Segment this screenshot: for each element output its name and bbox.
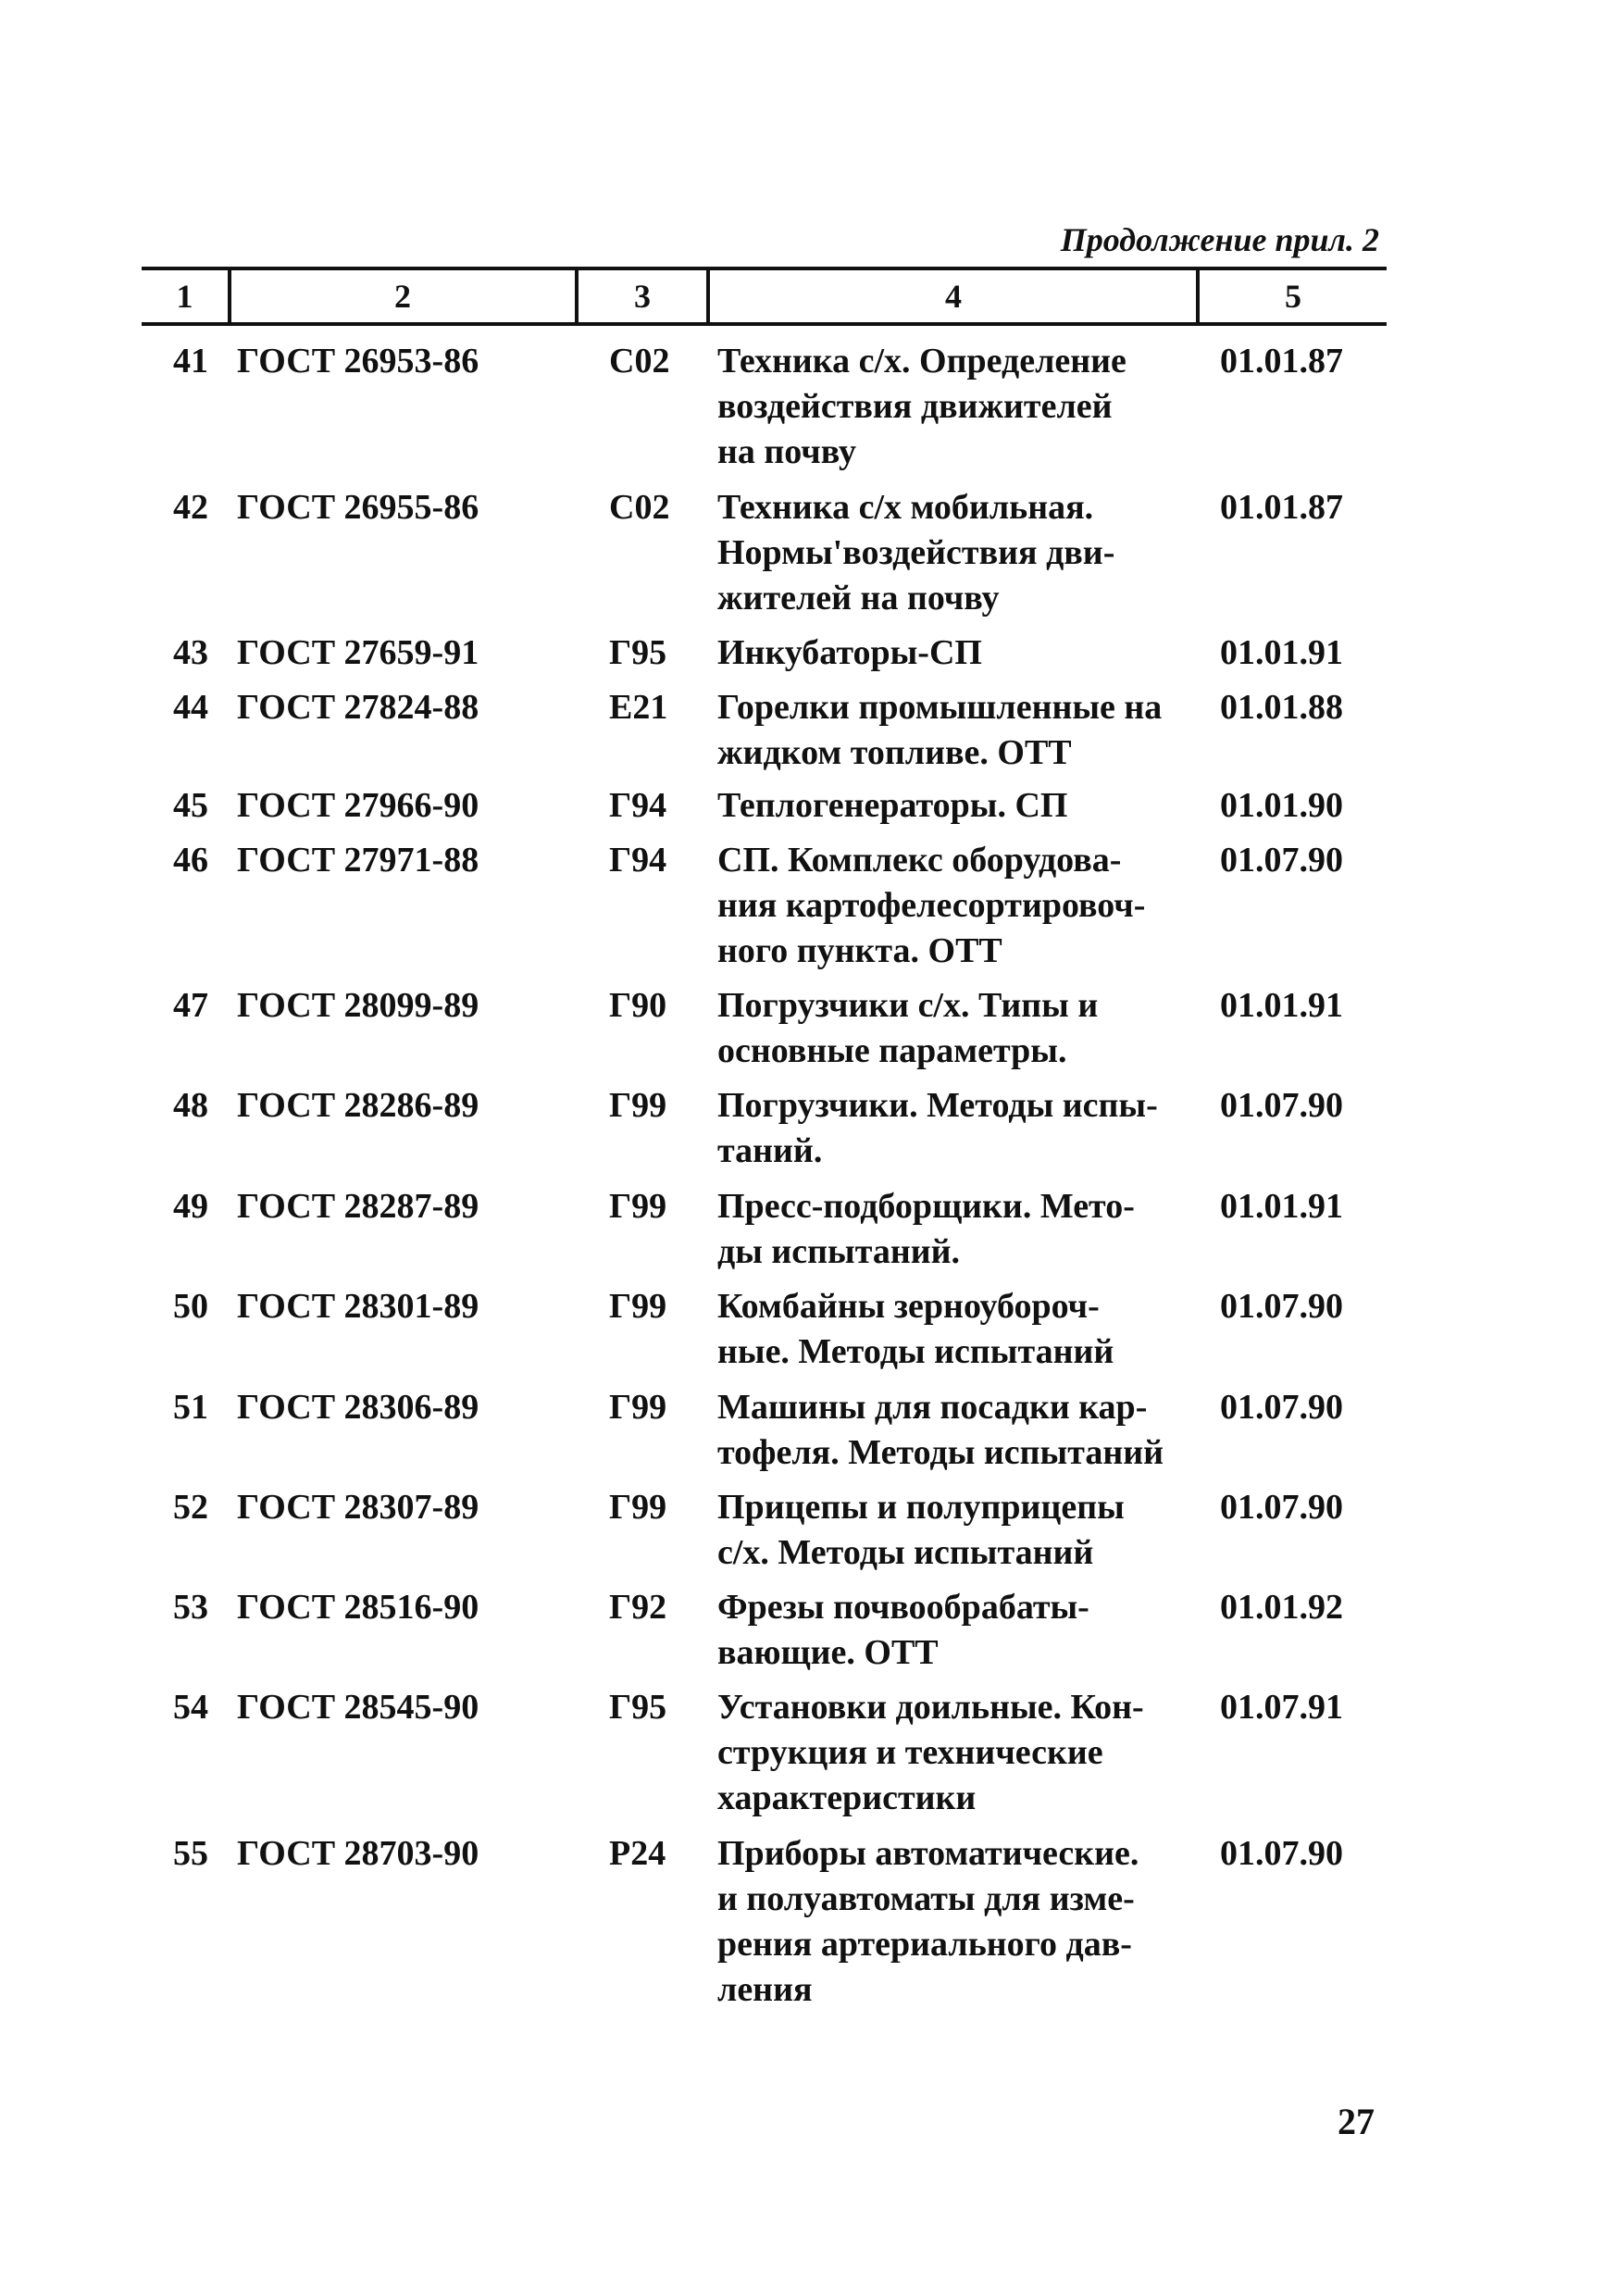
table-row: [142, 339, 1387, 478]
title-line: и полуавтоматы для изме-: [717, 1879, 1135, 1918]
standard-designation: ГОСТ 27659-91: [237, 633, 479, 672]
effective-date: 01.01.88: [1220, 688, 1343, 727]
row-number: 41: [173, 342, 208, 381]
row-number: 50: [173, 1287, 208, 1326]
title-line: жидком топливе. ОТТ: [717, 733, 1072, 772]
effective-date: 01.01.91: [1220, 633, 1343, 672]
standard-designation: ГОСТ 28287-89: [237, 1187, 479, 1226]
effective-date: 01.07.90: [1220, 1086, 1343, 1125]
table-row: [142, 685, 1387, 778]
column-header-3: 3: [634, 278, 651, 315]
table-row: [142, 1184, 1387, 1277]
title-line: Нормы'воздействия дви-: [717, 533, 1115, 572]
effective-date: 01.07.90: [1220, 1488, 1343, 1527]
row-number: 49: [173, 1187, 208, 1226]
continuation-caption: Продолжение прил. 2: [1060, 221, 1379, 258]
title-line: Пресс-подборщики. Мето-: [717, 1187, 1135, 1226]
table-row: [142, 838, 1387, 977]
title-line: СП. Комплекс оборудова-: [717, 841, 1122, 880]
classifier-code: Р24: [609, 1834, 666, 1873]
effective-date: 01.01.92: [1220, 1588, 1343, 1627]
table-row: [142, 1485, 1387, 1578]
classifier-code: Г99: [609, 1187, 667, 1226]
row-number: 44: [173, 688, 208, 727]
title-line: вающие. ОТТ: [717, 1633, 939, 1672]
column-header-1: 1: [176, 278, 193, 315]
title-line: с/х. Методы испытаний: [717, 1533, 1094, 1572]
title-line: на почву: [717, 432, 856, 471]
classifier-code: Г99: [609, 1086, 667, 1125]
title-line: Машины для посадки кар-: [717, 1388, 1148, 1427]
row-number: 54: [173, 1688, 208, 1727]
table-row: [142, 485, 1387, 624]
title-line: струкция и технические: [717, 1733, 1103, 1772]
row-number: 45: [173, 786, 208, 825]
effective-date: 01.01.87: [1220, 488, 1343, 527]
row-number: 48: [173, 1086, 208, 1125]
classifier-code: Г92: [609, 1588, 667, 1627]
title-line: Теплогенераторы. СП: [717, 786, 1068, 825]
standard-designation: ГОСТ 26955-86: [237, 488, 479, 527]
row-number: 42: [173, 488, 208, 527]
table-header: [142, 267, 1387, 326]
table-row: [142, 1585, 1387, 1678]
effective-date: 01.07.90: [1220, 1287, 1343, 1326]
table-row: [142, 1083, 1387, 1176]
standard-designation: ГОСТ 28306-89: [237, 1388, 479, 1427]
column-header-5: 5: [1285, 278, 1301, 315]
title-line: основные параметры.: [717, 1031, 1067, 1070]
title-line: Горелки промышленные на: [717, 688, 1163, 727]
column-header-4: 4: [945, 278, 962, 315]
effective-date: 01.07.91: [1220, 1688, 1343, 1727]
classifier-code: Г99: [609, 1488, 667, 1527]
standard-designation: ГОСТ 28099-89: [237, 986, 479, 1025]
classifier-code: Г94: [609, 841, 667, 880]
standard-designation: ГОСТ 28516-90: [237, 1588, 479, 1627]
row-number: 43: [173, 633, 208, 672]
standards-table: [142, 267, 1387, 2009]
title-line: ды испытаний.: [717, 1232, 961, 1271]
classifier-code: С02: [609, 488, 670, 527]
row-number: 52: [173, 1488, 208, 1527]
effective-date: 01.07.90: [1220, 1834, 1343, 1873]
row-number: 47: [173, 986, 208, 1025]
effective-date: 01.07.90: [1220, 1388, 1343, 1427]
effective-date: 01.01.90: [1220, 786, 1343, 825]
standard-designation: ГОСТ 28545-90: [237, 1688, 479, 1727]
title-line: Техника с/х. Определение: [717, 342, 1126, 381]
title-line: Фрезы почвообрабаты-: [717, 1588, 1089, 1627]
column-header-2: 2: [394, 278, 411, 315]
standard-designation: ГОСТ 28703-90: [237, 1834, 479, 1873]
title-line: воздействия движителей: [717, 387, 1113, 426]
classifier-code: Г95: [609, 633, 667, 672]
standard-designation: ГОСТ 27971-88: [237, 841, 479, 880]
row-number: 51: [173, 1388, 208, 1427]
standard-designation: ГОСТ 27824-88: [237, 688, 479, 727]
title-line: Техника с/х мобильная.: [717, 488, 1094, 527]
title-line: характеристики: [717, 1778, 977, 1817]
title-line: Прицепы и полуприцепы: [717, 1488, 1125, 1527]
classifier-code: Г99: [609, 1388, 667, 1427]
title-line: Комбайны зерноубороч-: [717, 1287, 1100, 1326]
table-row: [142, 630, 1387, 677]
title-line: таний.: [717, 1131, 823, 1170]
standard-designation: ГОСТ 28286-89: [237, 1086, 479, 1125]
title-line: ления: [717, 1970, 813, 2009]
table-row: [142, 1831, 1387, 2016]
table-row: [142, 783, 1387, 830]
standard-designation: ГОСТ 27966-90: [237, 786, 479, 825]
title-line: ного пункта. ОТТ: [717, 931, 1002, 970]
title-line: Инкубаторы-СП: [717, 633, 982, 672]
table-row: [142, 1284, 1387, 1377]
standard-designation: ГОСТ 28307-89: [237, 1488, 479, 1527]
title-line: Приборы автоматические.: [717, 1834, 1139, 1873]
classifier-code: С02: [609, 342, 670, 381]
effective-date: 01.07.90: [1220, 841, 1343, 880]
title-line: ные. Методы испытаний: [717, 1332, 1114, 1371]
title-line: жителей на почву: [717, 579, 1000, 618]
row-number: 46: [173, 841, 208, 880]
classifier-code: Г90: [609, 986, 667, 1025]
classifier-code: Е21: [609, 688, 668, 727]
classifier-code: Г94: [609, 786, 667, 825]
page-number: 27: [1338, 2101, 1375, 2142]
title-line: ния картофелесортировоч-: [717, 886, 1146, 925]
effective-date: 01.01.91: [1220, 986, 1343, 1025]
title-line: рения артериального дав-: [717, 1925, 1132, 1964]
effective-date: 01.01.91: [1220, 1187, 1343, 1226]
row-number: 55: [173, 1834, 208, 1873]
classifier-code: Г99: [609, 1287, 667, 1326]
standard-designation: ГОСТ 26953-86: [237, 342, 479, 381]
standard-designation: ГОСТ 28301-89: [237, 1287, 479, 1326]
effective-date: 01.01.87: [1220, 342, 1343, 381]
title-line: тофеля. Методы испытаний: [717, 1433, 1164, 1472]
title-line: Погрузчики. Методы испы-: [717, 1086, 1158, 1125]
table-row: [142, 983, 1387, 1076]
table-row: [142, 1385, 1387, 1478]
classifier-code: Г95: [609, 1688, 667, 1727]
table-row: [142, 1685, 1387, 1824]
row-number: 53: [173, 1588, 208, 1627]
title-line: Погрузчики с/х. Типы и: [717, 986, 1099, 1025]
title-line: Установки доильные. Кон-: [717, 1688, 1144, 1727]
